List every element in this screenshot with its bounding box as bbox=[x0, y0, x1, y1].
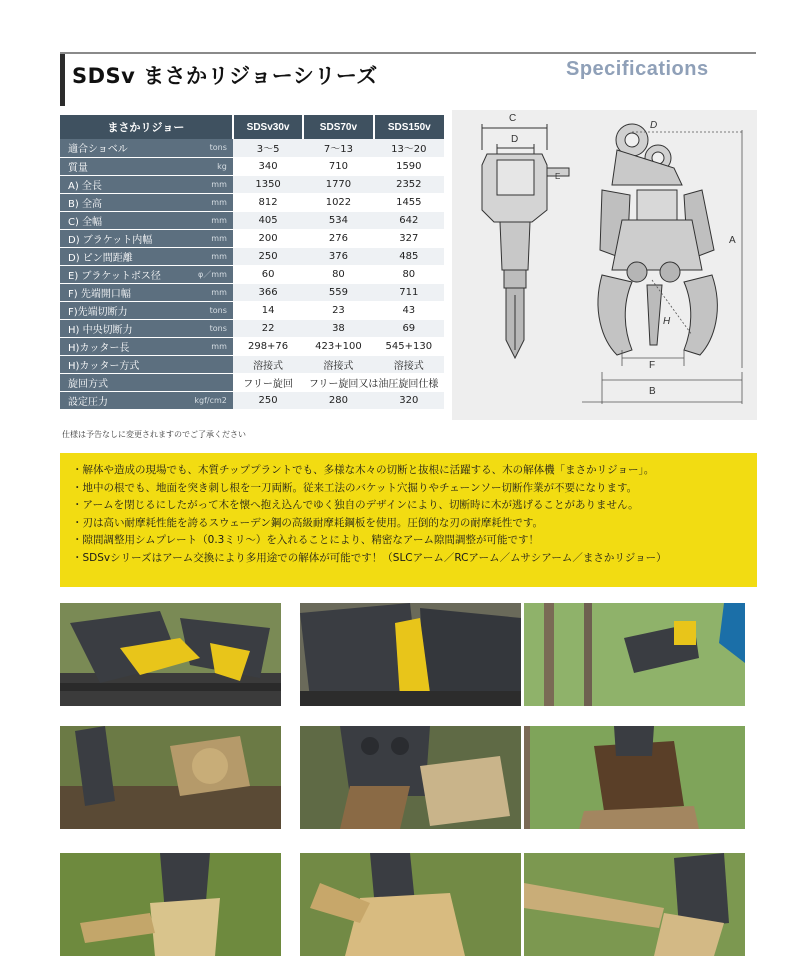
spec-header-model: SDS70v bbox=[303, 115, 373, 139]
top-rule bbox=[60, 52, 756, 54]
spec-row-label: H)カッター長 bbox=[60, 337, 191, 355]
table-row bbox=[60, 355, 444, 373]
spec-row-label: H)カッター方式 bbox=[60, 355, 191, 373]
spec-value: 376 bbox=[303, 247, 373, 265]
spec-row-unit: φ／mm bbox=[191, 265, 233, 283]
spec-value: 812 bbox=[233, 193, 303, 211]
spec-value: 80 bbox=[303, 265, 373, 283]
spec-row-unit: kgf/cm2 bbox=[191, 391, 233, 409]
feature-item: ・刃は高い耐摩耗性能を誇るスウェーデン鋼の高級耐摩耗鋼板を使用。圧倒的な刃の耐摩耗性です。 bbox=[72, 516, 544, 529]
table-row bbox=[60, 391, 444, 409]
spec-row-unit: tons bbox=[191, 319, 233, 337]
spec-value: 485 bbox=[374, 247, 444, 265]
table-row bbox=[60, 211, 444, 229]
dim-label-c: C bbox=[509, 113, 517, 124]
spec-row-unit: mm bbox=[191, 193, 233, 211]
spec-value: 1770 bbox=[303, 175, 373, 193]
table-row bbox=[60, 247, 444, 265]
spec-value: 23 bbox=[303, 301, 373, 319]
table-row bbox=[60, 139, 444, 157]
feature-item: ・隙間調整用シムプレート（0.3ミリ〜）を入れることにより、精密なアーム隙間調整が可能です！ bbox=[72, 534, 540, 547]
feature-item: ・アームを閉じるにしたがって木を懐へ抱え込んでゆく独自のデザインにより、切断時に木が逃げることがありません。 bbox=[72, 499, 639, 512]
spec-value: 298+76 bbox=[233, 337, 303, 355]
spec-value: 559 bbox=[303, 283, 373, 301]
spec-table bbox=[60, 115, 444, 410]
spec-value: 200 bbox=[233, 229, 303, 247]
feature-item: ・解体や造成の現場でも、木質チッププラントでも、多様な木々の切断と抜根に活躍する、木の解体機「まさかリジョー」。 bbox=[72, 464, 655, 476]
spec-row-label: C) 全幅 bbox=[60, 211, 191, 229]
page-title: SDSv まさかリジョーシリーズ bbox=[72, 64, 378, 88]
spec-row-unit: mm bbox=[191, 175, 233, 193]
spec-value: 溶接式 bbox=[233, 355, 303, 373]
feature-item: ・地中の根でも、地面を突き刺し根を一刀両断。従来工法のバケット穴掘りやチェーンソー切断作業が不要になります。 bbox=[72, 481, 638, 494]
table-row bbox=[60, 337, 444, 355]
photo-root-cut bbox=[300, 726, 521, 829]
spec-value: 405 bbox=[233, 211, 303, 229]
spec-row-label: 適合ショベル bbox=[60, 139, 191, 157]
spec-row-unit bbox=[191, 373, 233, 391]
spec-value: 溶接式 bbox=[303, 355, 373, 373]
dim-label-h: H bbox=[663, 316, 671, 327]
table-row bbox=[60, 283, 444, 301]
feature-list bbox=[60, 453, 757, 587]
feature-item: ・SDSvシリーズはアーム交換により多用途での解体が可能です！（SLCアーム／RCアーム／ムサシアーム／まさかリジョー） bbox=[72, 551, 667, 564]
spec-row-label: 旋回方式 bbox=[60, 373, 191, 391]
spec-value: 14 bbox=[233, 301, 303, 319]
spec-value: 1022 bbox=[303, 193, 373, 211]
dim-label-d: D bbox=[511, 134, 519, 145]
spec-row-label: A) 全長 bbox=[60, 175, 191, 193]
spec-header-name: まさかリジョー bbox=[60, 115, 233, 139]
spec-value: 280 bbox=[303, 391, 373, 409]
spec-change-note: 仕様は予告なしに変更されますのでご了承ください bbox=[62, 430, 246, 439]
dim-label-d2: D bbox=[650, 120, 658, 131]
spec-row-label: D) ピン間距離 bbox=[60, 247, 191, 265]
spec-row-label: H) 中央切断力 bbox=[60, 319, 191, 337]
spec-value: 7～13 bbox=[303, 139, 373, 157]
spec-row-label: B) 全高 bbox=[60, 193, 191, 211]
title-accent-bar bbox=[60, 54, 65, 106]
spec-header-model: SDS150v bbox=[374, 115, 444, 139]
spec-row-unit: tons bbox=[191, 139, 233, 157]
spec-value: 327 bbox=[374, 229, 444, 247]
dimension-drawing bbox=[452, 110, 757, 420]
spec-row-label: D) ブラケット内幅 bbox=[60, 229, 191, 247]
dim-label-e: E bbox=[555, 172, 561, 181]
dimension-diagram bbox=[452, 110, 757, 420]
table-row bbox=[60, 175, 444, 193]
spec-value: 3～5 bbox=[233, 139, 303, 157]
spec-value: フリー旋回又は油圧旋回仕様 bbox=[303, 373, 444, 391]
spec-row-unit: mm bbox=[191, 337, 233, 355]
photo-trunk-grab bbox=[60, 853, 281, 956]
spec-value: 60 bbox=[233, 265, 303, 283]
spec-row-unit: kg bbox=[191, 157, 233, 175]
spec-value: 43 bbox=[374, 301, 444, 319]
spec-value: 溶接式 bbox=[374, 355, 444, 373]
spec-value: 1350 bbox=[233, 175, 303, 193]
spec-row-label: 設定圧力 bbox=[60, 391, 191, 409]
spec-table-header bbox=[60, 115, 444, 139]
spec-value: 710 bbox=[303, 157, 373, 175]
spec-row-unit: mm bbox=[191, 283, 233, 301]
spec-value: 276 bbox=[303, 229, 373, 247]
spec-row-label: 質量 bbox=[60, 157, 191, 175]
spec-value: 545+130 bbox=[374, 337, 444, 355]
spec-row-unit bbox=[191, 355, 233, 373]
spec-value: フリー旋回 bbox=[233, 373, 303, 391]
spec-row-unit: mm bbox=[191, 247, 233, 265]
table-row bbox=[60, 193, 444, 211]
dim-label-b: B bbox=[649, 386, 656, 397]
dim-label-f: F bbox=[649, 360, 656, 371]
photo-split-trunk bbox=[300, 853, 521, 956]
spec-row-label: F) 先端開口幅 bbox=[60, 283, 191, 301]
spec-value: 22 bbox=[233, 319, 303, 337]
spec-value: 69 bbox=[374, 319, 444, 337]
table-row bbox=[60, 157, 444, 175]
spec-value: 320 bbox=[374, 391, 444, 409]
spec-value: 80 bbox=[374, 265, 444, 283]
spec-value: 423+100 bbox=[303, 337, 373, 355]
spec-row-label: E) ブラケットボス径 bbox=[60, 265, 191, 283]
spec-value: 1590 bbox=[374, 157, 444, 175]
spec-value: 38 bbox=[303, 319, 373, 337]
spec-value: 711 bbox=[374, 283, 444, 301]
spec-value: 534 bbox=[303, 211, 373, 229]
spec-row-unit: tons bbox=[191, 301, 233, 319]
spec-value: 2352 bbox=[374, 175, 444, 193]
spec-value: 1455 bbox=[374, 193, 444, 211]
spec-row-unit: mm bbox=[191, 229, 233, 247]
spec-row-label: F)先端切断力 bbox=[60, 301, 191, 319]
spec-value: 340 bbox=[233, 157, 303, 175]
specifications-label: Specifications bbox=[566, 58, 709, 80]
table-row bbox=[60, 229, 444, 247]
table-row bbox=[60, 373, 444, 391]
photo-attachment-front bbox=[60, 603, 281, 706]
table-row bbox=[60, 265, 444, 283]
spec-value: 250 bbox=[233, 391, 303, 409]
spec-header-model: SDSv30v bbox=[233, 115, 303, 139]
photo-stump-1 bbox=[60, 726, 281, 829]
spec-value: 250 bbox=[233, 247, 303, 265]
table-row bbox=[60, 319, 444, 337]
spec-value: 366 bbox=[233, 283, 303, 301]
spec-value: 13～20 bbox=[374, 139, 444, 157]
photo-forest-arm bbox=[524, 603, 745, 706]
dim-label-a: A bbox=[729, 235, 736, 246]
spec-row-unit: mm bbox=[191, 211, 233, 229]
spec-value: 642 bbox=[374, 211, 444, 229]
photo-felled-tree bbox=[524, 853, 745, 956]
photo-attachment-closeup bbox=[300, 603, 521, 706]
photo-uprooted bbox=[524, 726, 745, 829]
table-row bbox=[60, 301, 444, 319]
